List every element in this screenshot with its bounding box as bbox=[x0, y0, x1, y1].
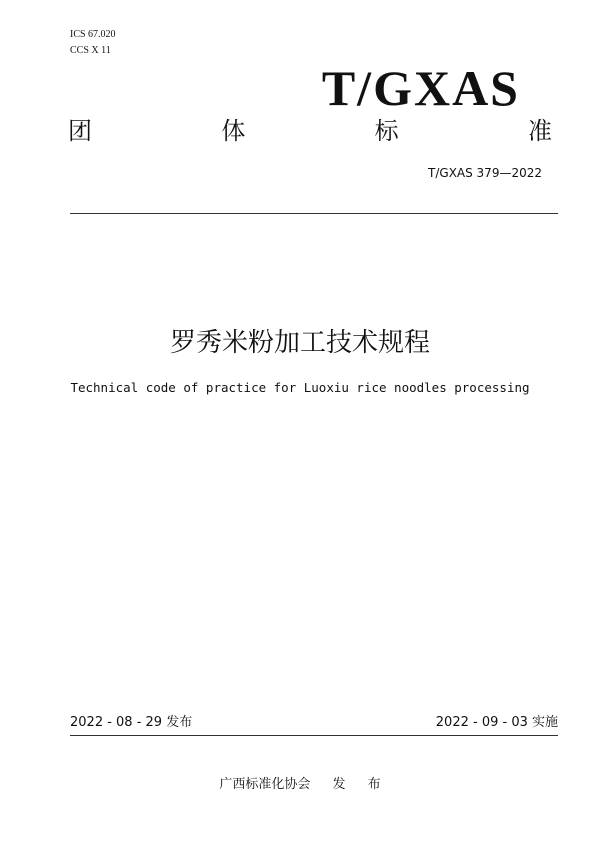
issue-date: 2022 - 08 - 29 发布 bbox=[70, 715, 193, 730]
title-english: Technical code of practice for Luoxiu rice noodles processing bbox=[70, 380, 530, 395]
publisher: 广西标准化协会 发 布 bbox=[219, 777, 381, 792]
header-divider bbox=[70, 213, 558, 214]
standard-number: T/GXAS 379—2022 bbox=[428, 166, 542, 180]
standard-kind-char: 标 bbox=[374, 117, 399, 145]
standard-kind-char: 准 bbox=[527, 117, 552, 145]
title-chinese: 罗秀米粉加工技术规程 bbox=[169, 328, 430, 358]
standard-kind-char: 团 bbox=[68, 117, 92, 145]
implementation-date: 2022 - 09 - 03 实施 bbox=[435, 715, 558, 730]
ics-code: ICS 67.020 bbox=[70, 29, 116, 40]
footer-divider bbox=[70, 735, 558, 736]
standard-kind-char: 体 bbox=[221, 117, 246, 145]
standard-kind bbox=[68, 116, 552, 146]
ccs-code: CCS X 11 bbox=[70, 45, 111, 56]
standard-logo: T/GXAS bbox=[321, 60, 520, 116]
